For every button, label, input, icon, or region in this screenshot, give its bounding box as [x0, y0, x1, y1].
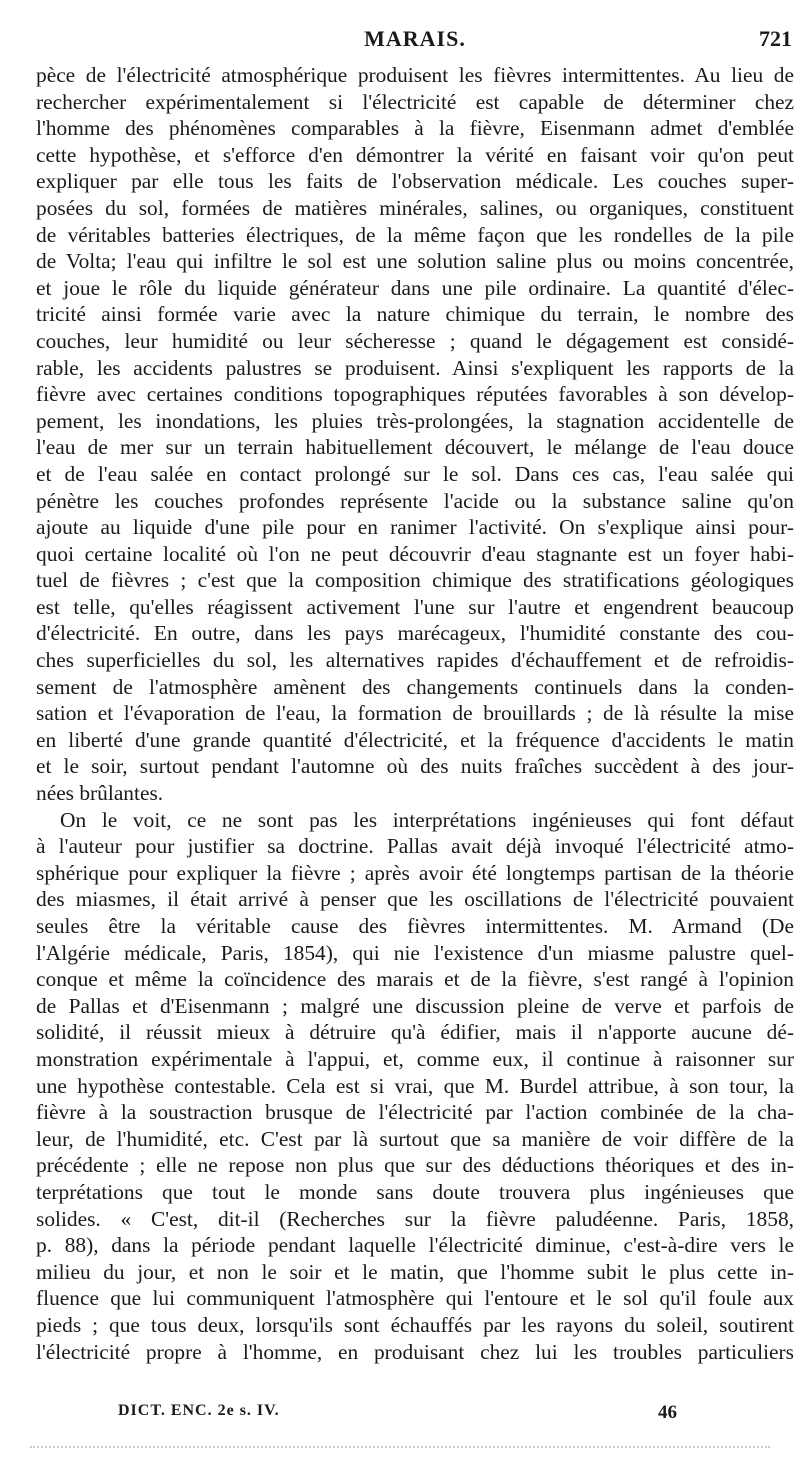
text-line: quoi certaine localité où l'on ne peut découvrir d'eau stagnante est un foyer habi-: [36, 541, 794, 566]
text-line: ches superficielles du sol, les alternatives rapides d'échauffement et de refroidis-: [36, 648, 794, 673]
page-number: 721: [759, 26, 792, 51]
text-line: On le voit, ce ne sont pas les interprétations ingénieuses qui font défaut: [60, 807, 794, 832]
running-head: [36, 26, 794, 56]
text-line: et de l'eau salée en contact prolongé sur le sol. Dans ces cas, l'eau salée qui: [36, 461, 794, 486]
text-line: l'électricité propre à l'homme, en produisant chez lui les troubles particuliers: [36, 1339, 794, 1364]
text-line: l'Algérie médicale, Paris, 1854), qui nie l'existence d'un miasme palustre quel-: [36, 940, 794, 965]
running-title: MARAIS.: [364, 26, 466, 51]
text-line: solides. « C'est, dit-il (Recherches sur la fièvre paludéenne. Paris, 1858,: [36, 1206, 794, 1231]
text-line: p. 88), dans la période pendant laquelle l'électricité diminue, c'est-à-dire vers le: [36, 1233, 794, 1258]
sheet-number: 46: [658, 1402, 677, 1423]
text-line: pénètre les couches profondes représente l'acide ou la substance saline qu'on: [36, 488, 794, 513]
text-line: une hypothèse contestable. Cela est si vrai, que M. Burdel attribue, à son tour, la: [36, 1073, 794, 1098]
text-line: à l'auteur pour justifier sa doctrine. Pallas avait déjà invoqué l'électricité atmo-: [36, 834, 794, 859]
text-line: sement de l'atmosphère amènent des changements continuels dans la conden-: [36, 674, 794, 699]
page-footer: [36, 1402, 794, 1430]
text-line: l'homme des phénomènes comparables à la fièvre, Eisenmann admet d'emblée: [36, 116, 794, 141]
text-line: fluence que lui communiquent l'atmosphère qui l'entoure et le sol qu'il foule aux: [36, 1286, 794, 1311]
text-line: tuel de fièvres ; c'est que la composition chimique des stratifications géologiques: [36, 568, 794, 593]
text-line: rable, les accidents palustres se produisent. Ainsi s'expliquent les rapports de la: [36, 355, 794, 380]
text-line: de Pallas et d'Eisenmann ; malgré une discussion pleine de verve et parfois de: [36, 993, 794, 1018]
text-line: pèce de l'électricité atmosphérique produisent les fièvres intermittentes. Au lieu de: [36, 63, 794, 87]
text-line: précédente ; elle ne repose non plus que sur des déductions théoriques et des in-: [36, 1153, 794, 1178]
text-line: des miasmes, il était arrivé à penser que les oscillations de l'électricité pouvaient: [36, 887, 794, 912]
text-line: seules être la véritable cause des fièvres intermittentes. M. Armand (De: [36, 914, 794, 938]
text-line: de Volta; l'eau qui infiltre le sol est une solution saline plus ou moins concentrée,: [36, 249, 794, 274]
printer-signature: DICT. ENC. 2e s. IV.: [118, 1402, 280, 1419]
text-line: terprétations que tout le monde sans doute trouvera plus ingénieuses que: [36, 1179, 794, 1204]
text-line: couches, leur humidité ou leur sécheresse ; quand le dégagement est considé-: [36, 328, 794, 353]
print-bleed-line: [30, 1446, 770, 1450]
text-line: pieds ; que tous deux, lorsqu'ils sont échauffés par les rayons du soleil, soutirent: [36, 1312, 794, 1337]
text-line: en liberté d'une grande quantité d'électricité, et la fréquence d'accidents le matin: [36, 727, 794, 752]
text-line: pement, les inondations, les pluies très-prolongées, la stagnation accidentelle de: [36, 408, 794, 433]
text-line: l'eau de mer sur un terrain habituellement découvert, le mélange de l'eau douce: [36, 435, 794, 460]
text-line: fièvre avec certaines conditions topographiques réputées favorables à son dévelop-: [36, 382, 794, 407]
text-line: ajoute au liquide d'une pile pour en ranimer l'activité. On s'explique ainsi pour-: [36, 515, 794, 540]
body-text: [36, 62, 794, 1365]
text-line: cette hypothèse, et s'efforce d'en démontrer la vérité en faisant voir qu'on peut: [36, 142, 794, 167]
text-line: posées du sol, formées de matières minérales, salines, ou organiques, constituent: [36, 195, 794, 220]
text-line: est telle, qu'elles réagissent activement l'une sur l'autre et engendrent beaucoup: [36, 594, 794, 619]
text-line: sphérique pour expliquer la fièvre ; après avoir été longtemps partisan de la théorie: [36, 860, 794, 885]
text-line: leur, de l'humidité, etc. C'est par là surtout que sa manière de voir diffère de la: [36, 1126, 794, 1151]
text-line: sation et l'évaporation de l'eau, la formation de brouillards ; de là résulte la mise: [36, 701, 794, 726]
text-line: rechercher expérimentalement si l'électricité est capable de déterminer chez: [36, 89, 794, 114]
text-line: et joue le rôle du liquide générateur dans une pile ordinaire. La quantité d'élec-: [36, 275, 794, 300]
text-line: nées brûlantes.: [36, 781, 164, 806]
text-line: monstration expérimentale à l'appui, et, comme eux, il continue à raisonner sur: [36, 1046, 794, 1071]
text-line: fièvre à la soustraction brusque de l'électricité par l'action combinée de la cha-: [36, 1100, 794, 1125]
text-line: tricité ainsi formée varie avec la nature chimique du terrain, le nombre des: [36, 302, 794, 327]
text-line: d'électricité. En outre, dans les pays marécageux, l'humidité constante des cou-: [36, 621, 794, 646]
text-line: de véritables batteries électriques, de la même façon que les rondelles de la pile: [36, 222, 794, 247]
text-line: solidité, il réussit mieux à détruire qu'à édifier, mais il n'apporte aucune dé-: [36, 1020, 794, 1045]
text-line: expliquer par elle tous les faits de l'observation médicale. Les couches super-: [36, 169, 794, 194]
text-line: conque et même la coïncidence des marais et de la fièvre, s'est rangé à l'opinion: [36, 967, 794, 992]
text-line: et le soir, surtout pendant l'automne où des nuits fraîches succèdent à des jour-: [36, 754, 794, 779]
text-line: milieu du jour, et non le soir et le matin, que l'homme subit le plus cette in-: [36, 1259, 794, 1284]
